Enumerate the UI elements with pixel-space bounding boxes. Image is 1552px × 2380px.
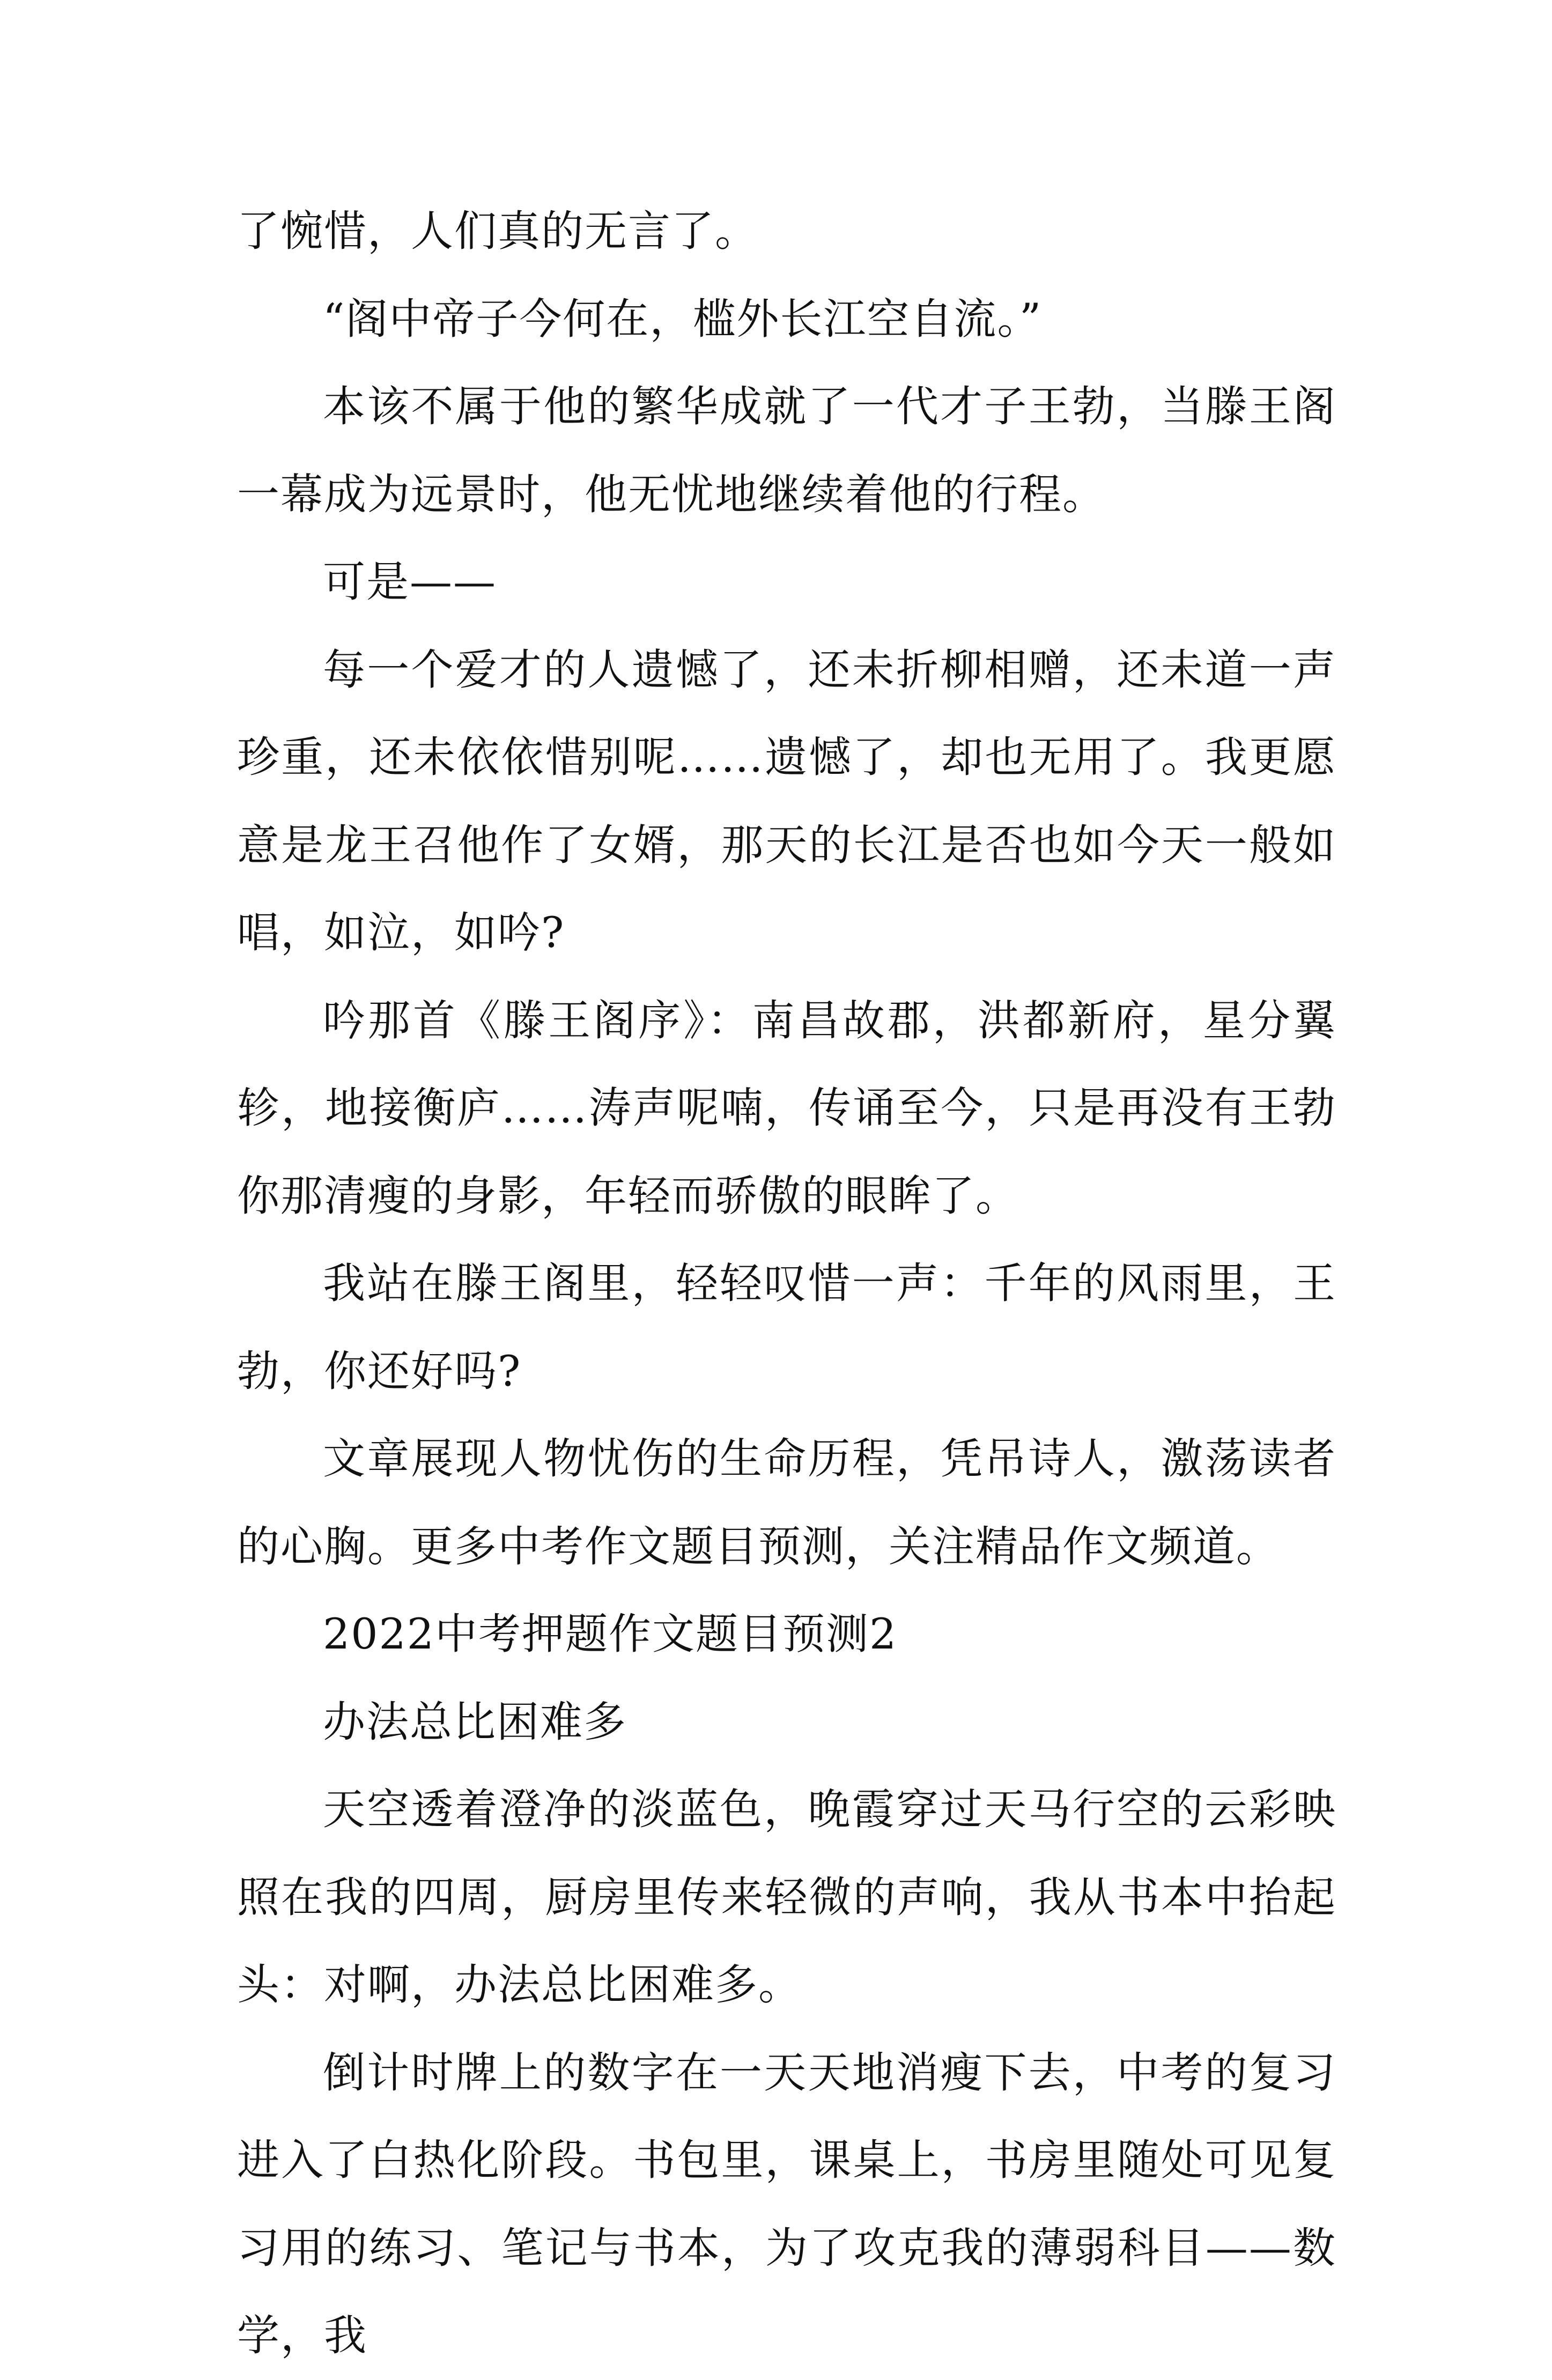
paragraph: 倒计时牌上的数字在一天天地消瘦下去，中考的复习进入了白热化阶段。书包里，课桌上，书房里随处可见复习用的练习、笔记与书本，为了攻克我的薄弱科目——数学，我 (237, 2048, 1336, 2360)
document-body (237, 188, 1336, 2380)
paragraph: “阁中帝子今何在，槛外长江空自流。” (323, 294, 1043, 344)
essay-title: 办法总比困难多 (323, 1697, 627, 1747)
paragraph: 文章展现人物忧伤的生命历程，凭吊诗人，激荡读者的心胸。更多中考作文题目预测，关注精品作文频道。 (237, 1434, 1336, 1571)
paragraph: 每一个爱才的人遗憾了，还未折柳相赠，还未道一声珍重，还未依依惜别呢……遗憾了，却也无用了。我更愿意是龙王召他作了女婿，那天的长江是否也如今天一般如唱，如泣，如吟? (237, 645, 1336, 957)
paragraph: 本该不属于他的繁华成就了一代才子王勃，当滕王阁一幕成为远景时，他无忧地继续着他的行程。 (237, 382, 1336, 519)
paragraph: 我站在滕王阁里，轻轻叹惜一声：千年的风雨里，王勃，你还好吗? (237, 1259, 1336, 1396)
section-heading: 2022中考押题作文题目预测2 (323, 1609, 898, 1659)
paragraph: 了惋惜，人们真的无言了。 (237, 206, 758, 256)
paragraph: 天空透着澄净的淡蓝色，晚霞穿过天马行空的云彩映照在我的四周，厨房里传来轻微的声响，我从书本中抬起头：对啊，办法总比困难多。 (237, 1785, 1336, 2009)
paragraph: 可是—— (323, 557, 497, 607)
paragraph: 吟那首《滕王阁序》：南昌故郡，洪都新府，星分翼轸，地接衡庐……涛声呢喃，传诵至今，只是再没有王勃你那清瘦的身影，年轻而骄傲的眼眸了。 (237, 995, 1336, 1221)
